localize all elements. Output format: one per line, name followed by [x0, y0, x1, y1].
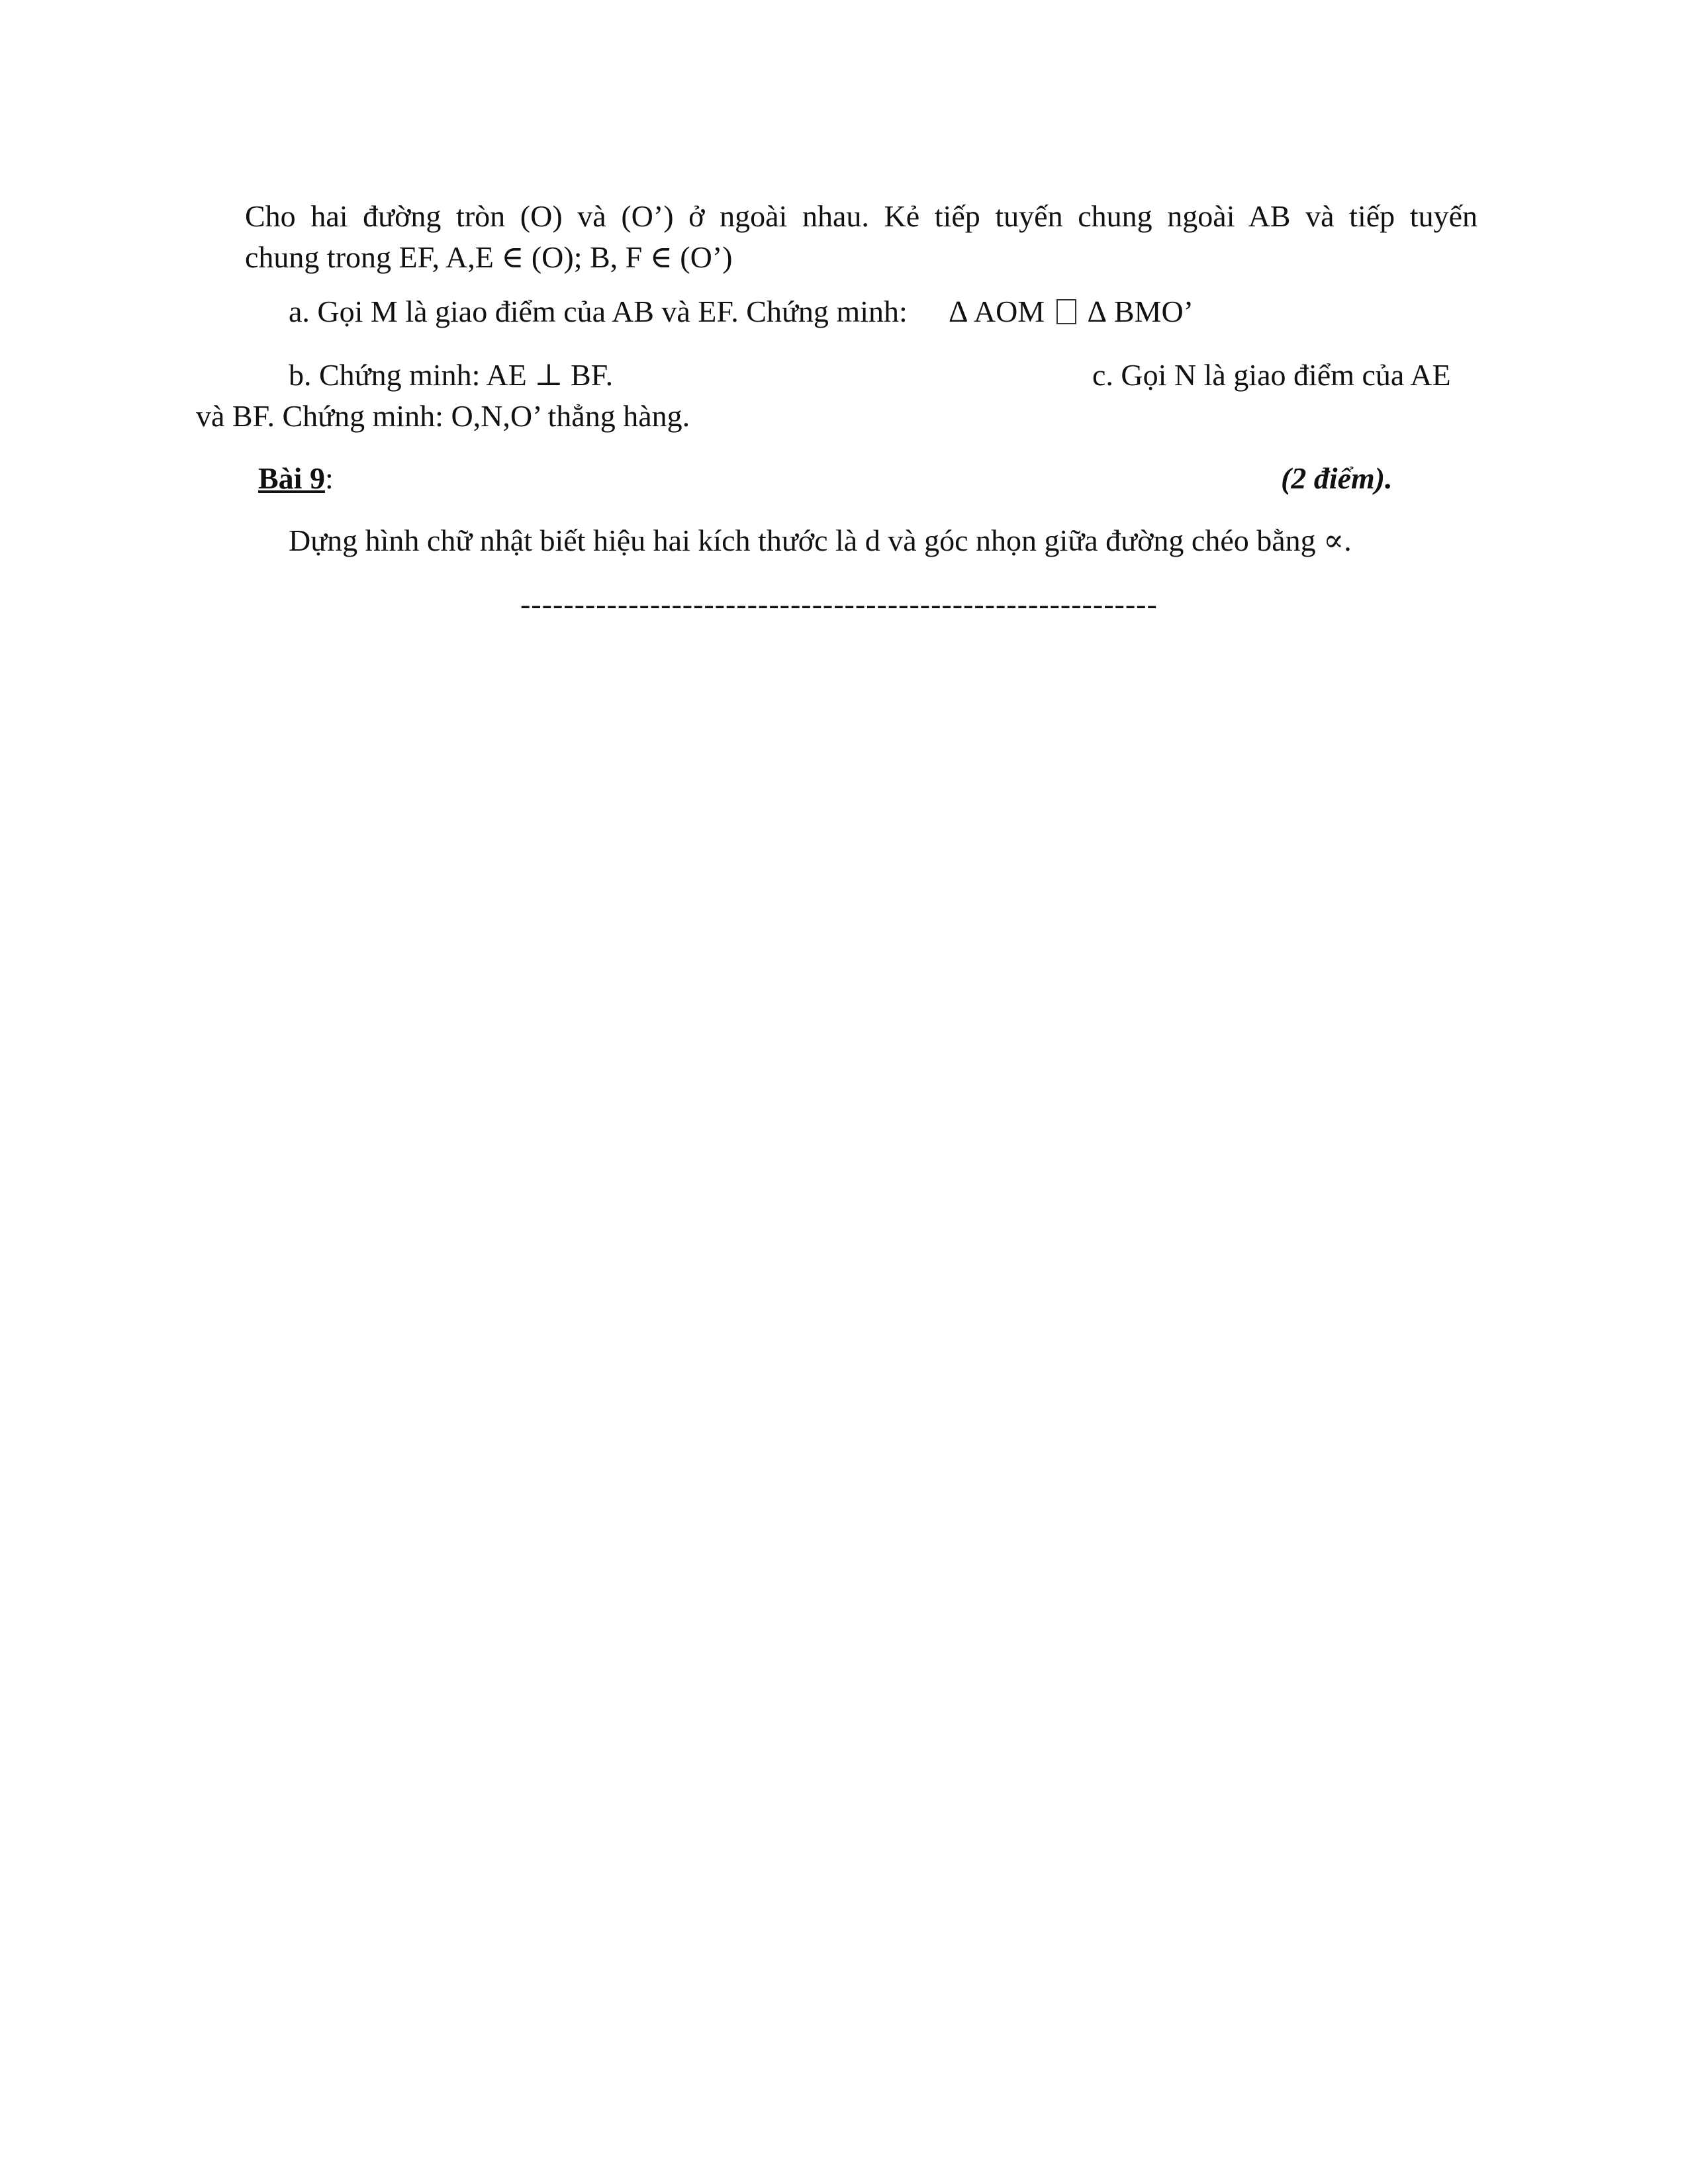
triangle-aom: ∆ AOM — [949, 295, 1045, 328]
bai9-heading — [258, 458, 334, 499]
bai9-text: Dựng hình chữ nhật biết hiệu hai kích thước là d và góc nhọn giữa đường chéo bằng ∝. — [289, 523, 1352, 557]
part-c-end: và BF. Chứng minh: O,N,O’ thẳng hàng. — [196, 399, 690, 433]
part-a-text: a. Gọi M là giao điểm của AB và EF. Chứng minh: — [289, 295, 908, 328]
problem-intro-line-1: Cho hai đường tròn (O) và (O’) ở ngoài nhau. Kẻ tiếp tuyến chung ngoài AB và tiếp tuyến — [245, 199, 1477, 233]
triangle-bmo: ∆ BMO’ — [1088, 295, 1194, 328]
part-b: b. Chứng minh: AE ⊥ BF. — [289, 358, 614, 392]
problem-intro-line-2: chung trong EF, A,E ∈ (O); B, F ∈ (O’) — [245, 240, 733, 274]
part-c-start: c. Gọi N là giao điểm của AE — [1092, 358, 1451, 392]
bai9-colon: : — [324, 461, 334, 495]
bai9-label: Bài 9 — [258, 461, 325, 495]
separator-line: ----------------------------------------------------------- — [520, 587, 1158, 621]
part-a — [289, 291, 1194, 332]
similarity-symbol-box — [1056, 299, 1076, 324]
bai9-points: (2 điểm). — [1281, 461, 1393, 495]
